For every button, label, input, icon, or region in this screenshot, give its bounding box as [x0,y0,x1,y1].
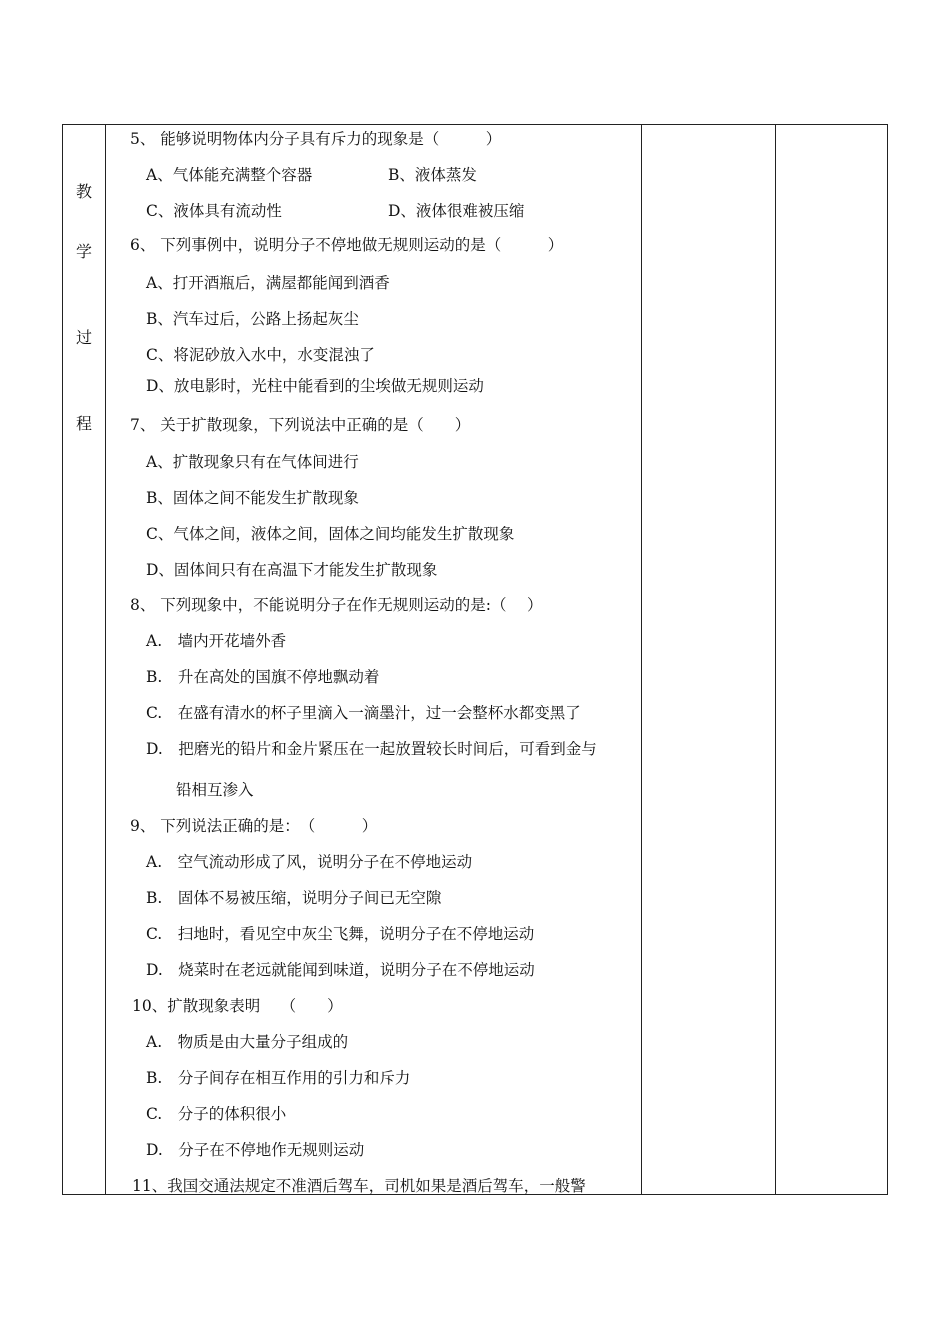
q10-option-b: B. 分子间存在相互作用的引力和斥力 [146,1069,411,1087]
q5-option-a: A、气体能充满整个容器 [146,166,313,184]
q8-option-b: B. 升在高处的国旗不停地飘动着 [146,668,380,686]
question-5: 5、 能够说明物体内分子具有斥力的现象是（ ） [130,130,502,148]
q9-option-b: B. 固体不易被压缩，说明分子间已无空隙 [146,889,442,907]
q7-option-d: D、固体间只有在高温下才能发生扩散现象 [146,561,438,579]
question-10: 10、扩散现象表明 （ ） [132,997,343,1015]
q8-option-c: C. 在盛有清水的杯子里滴入一滴墨汁，过一会整杯水都变黑了 [146,704,581,722]
question-7: 7、 关于扩散现象，下列说法中正确的是（ ） [130,416,471,434]
column-divider [775,125,776,1194]
side-label-char: 过 [75,328,92,347]
question-6: 6、 下列事例中，说明分子不停地做无规则运动的是（ ） [130,236,564,254]
side-label-char: 教 [75,182,92,201]
q10-option-a: A. 物质是由大量分子组成的 [146,1033,349,1051]
q8-option-d-continued: 铅相互渗入 [176,781,254,799]
q5-option-d: D、液体很难被压缩 [388,202,525,220]
q10-option-d: D. 分子在不停地作无规则运动 [146,1141,365,1159]
q8-option-a: A. 墙内开花墙外香 [146,632,287,650]
q10-option-c: C. 分子的体积很小 [146,1105,287,1123]
question-11: 11、我国交通法规定不准酒后驾车，司机如果是酒后驾车，一般警 [132,1177,586,1195]
lesson-table [62,124,888,1195]
q6-option-b: B、汽车过后，公路上扬起灰尘 [146,310,359,328]
q9-option-a: A. 空气流动形成了风，说明分子在不停地运动 [146,853,473,871]
q6-option-a: A、打开酒瓶后，满屋都能闻到酒香 [146,274,390,292]
question-column [106,125,684,1194]
q8-option-d: D. 把磨光的铅片和金片紧压在一起放置较长时间后，可看到金与 [146,740,597,758]
q6-option-d: D、放电影时，光柱中能看到的尘埃做无规则运动 [146,377,484,395]
q7-option-a: A、扩散现象只有在气体间进行 [146,453,359,471]
side-label-char: 程 [75,414,92,433]
q5-option-b: B、液体蒸发 [388,166,477,184]
side-label-char: 学 [75,242,92,261]
q5-option-c: C、液体具有流动性 [146,202,282,220]
q9-option-c: C. 扫地时，看见空中灰尘飞舞，说明分子在不停地运动 [146,925,535,943]
q7-option-b: B、固体之间不能发生扩散现象 [146,489,359,507]
question-9: 9、 下列说法正确的是： （ ） [130,817,378,835]
question-8: 8、 下列现象中，不能说明分子在作无规则运动的是:（ ） [130,596,543,614]
q7-option-c: C、气体之间，液体之间，固体之间均能发生扩散现象 [146,525,515,543]
q9-option-d: D. 烧菜时在老远就能闻到味道，说明分子在不停地运动 [146,961,535,979]
q6-option-c: C、将泥砂放入水中，水变混浊了 [146,346,375,364]
